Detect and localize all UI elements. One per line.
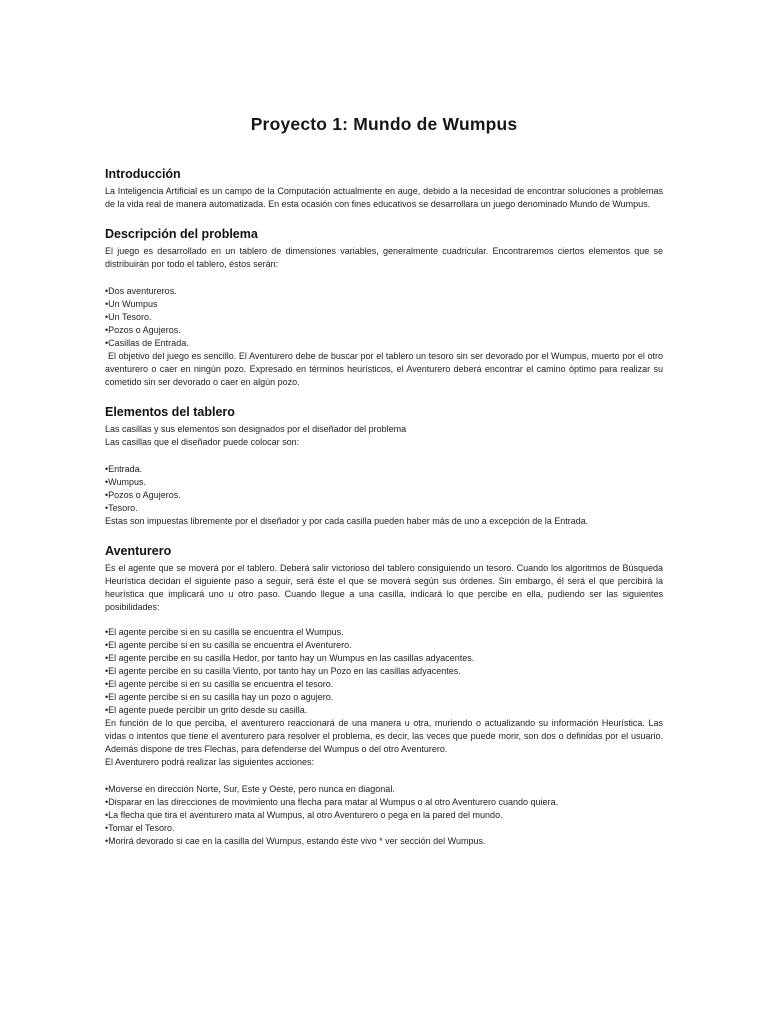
bullet-item: • El agente percibe en su casilla Hedor, por tanto hay un Wumpus en las casillas adyacentes. — [105, 652, 663, 665]
bullet-item: • Disparar en las direcciones de movimiento una flecha para matar al Wumpus o al otro Aventurero cuando quiera. — [105, 796, 663, 809]
bullet-item: • El agente percibe si en su casilla hay un pozo o agujero. — [105, 691, 663, 704]
section-heading-introduccion: Introducción — [105, 167, 181, 181]
section-elementos-del-tablero — [105, 405, 663, 528]
bullet-item: • Pozos o Agujeros. — [105, 489, 663, 502]
bullet-item: • El agente percibe si en su casilla se encuentra el Aventurero. — [105, 639, 663, 652]
section-heading-aventurero: Aventurero — [105, 544, 172, 558]
paragraph-acciones-intro: El Aventurero podrá realizar las siguientes acciones: — [105, 757, 314, 767]
section-aventurero — [105, 544, 663, 848]
board-elements-list — [105, 285, 663, 350]
bullet-item: • El agente puede percibir un grito desde su casilla. — [105, 704, 663, 717]
bullet-item: • Un Wumpus — [105, 298, 663, 311]
actions-list — [105, 783, 663, 848]
paragraph-casillas-designadas: Las casillas y sus elementos son designados por el diseñador del problema — [105, 424, 407, 434]
bullet-item: • El agente percibe en su casilla Viento, por tanto hay un Pozo en las casillas adyacentes. — [105, 665, 663, 678]
bullet-item: • Entrada. — [105, 463, 663, 476]
bullet-item: • El agente percibe si en su casilla se encuentra el tesoro. — [105, 678, 663, 691]
bullet-item: • La flecha que tira el aventurero mata al Wumpus, al otro Aventurero o pega en la pared del mundo. — [105, 809, 663, 822]
bullet-item: • Moverse en dirección Norte, Sur, Este y Oeste, pero nunca en diagonal. — [105, 783, 663, 796]
section-heading-descripcion: Descripción del problema — [105, 227, 258, 241]
section-introduccion — [105, 167, 663, 211]
bullet-item: • Pozos o Agujeros. — [105, 324, 663, 337]
bullet-item: • Dos aventureros. — [105, 285, 663, 298]
bullet-item: • Tomar el Tesoro. — [105, 822, 663, 835]
cell-types-list — [105, 463, 663, 515]
document-title: Proyecto 1: Mundo de Wumpus — [250, 114, 518, 134]
bullet-item: • Casillas de Entrada. — [105, 337, 663, 350]
paragraph-intro: La Inteligencia Artificial es un campo de la Computación actualmente en auge, debido a la necesidad de encontrar soluciones a problemas de la vida real de manera automatizada. En esta ocasión con fines educativos se desarrollara un juego denominado Mundo de Wumpus. — [105, 186, 663, 209]
perceptions-list — [105, 626, 663, 717]
paragraph-casillas-colocar: Las casillas que el diseñador puede colocar son: — [105, 437, 300, 447]
bullet-item: • Un Tesoro. — [105, 311, 663, 324]
paragraph-agente: Es el agente que se moverá por el tablero. Deberá salir victorioso del tablero consiguiendo un tesoro. Cuando los algoritmos de Búsqueda Heurística decidan el siguiente paso a seguir, será éste el que se moverá según sus órdenes. Sin embargo, él será el que percibirá la heurística que implicará uno u otro paso. Cuando llegue a una casilla, indicará lo que percibe en ella, pudiendo ser las siguientes posibilidades: — [105, 563, 663, 612]
bullet-item: • Tesoro. — [105, 502, 663, 515]
bullet-item: • Wumpus. — [105, 476, 663, 489]
section-heading-elementos: Elementos del tablero — [105, 405, 235, 419]
paragraph-reaccion: En función de lo que perciba, el aventurero reaccionará de una manera u otra, muriendo o actualizando su información Heurística. Las vidas o intentos que tiene el aventurero para resolver el problema, es decir, las veces que puede morir, son dos o definidas por el usuario. Además dispone de tres Flechas, para defenderse del Wumpus o del otro Aventurero. — [105, 718, 663, 754]
bullet-item: • El agente percibe si en su casilla se encuentra el Wumpus. — [105, 626, 663, 639]
paragraph-objetivo: El objetivo del juego es sencillo. El Aventurero debe de buscar por el tablero un tesoro sin ser devorado por el Wumpus, muerto por el otro aventurero o caer en ningún pozo. Expresado en términos heurísticos, el Aventurero deberá encontrar el camino óptimo para realizar su cometido sin ser devorado o caer en algún pozo. — [105, 351, 663, 387]
bullet-item: • Morirá devorado si cae en la casilla del Wumpus, estando éste vivo * ver sección del Wumpus. — [105, 835, 663, 848]
paragraph-descripcion: El juego es desarrollado en un tablero de dimensiones variables, generalmente cuadricular. Encontraremos ciertos elementos que se distribuirán por todo el tablero, éstos serán: — [105, 246, 663, 269]
paragraph-impuestas: Estas son impuestas libremente por el diseñador y por cada casilla pueden haber más de uno a excepción de la Entrada. — [105, 516, 589, 526]
section-descripcion-del-problema — [105, 227, 663, 389]
